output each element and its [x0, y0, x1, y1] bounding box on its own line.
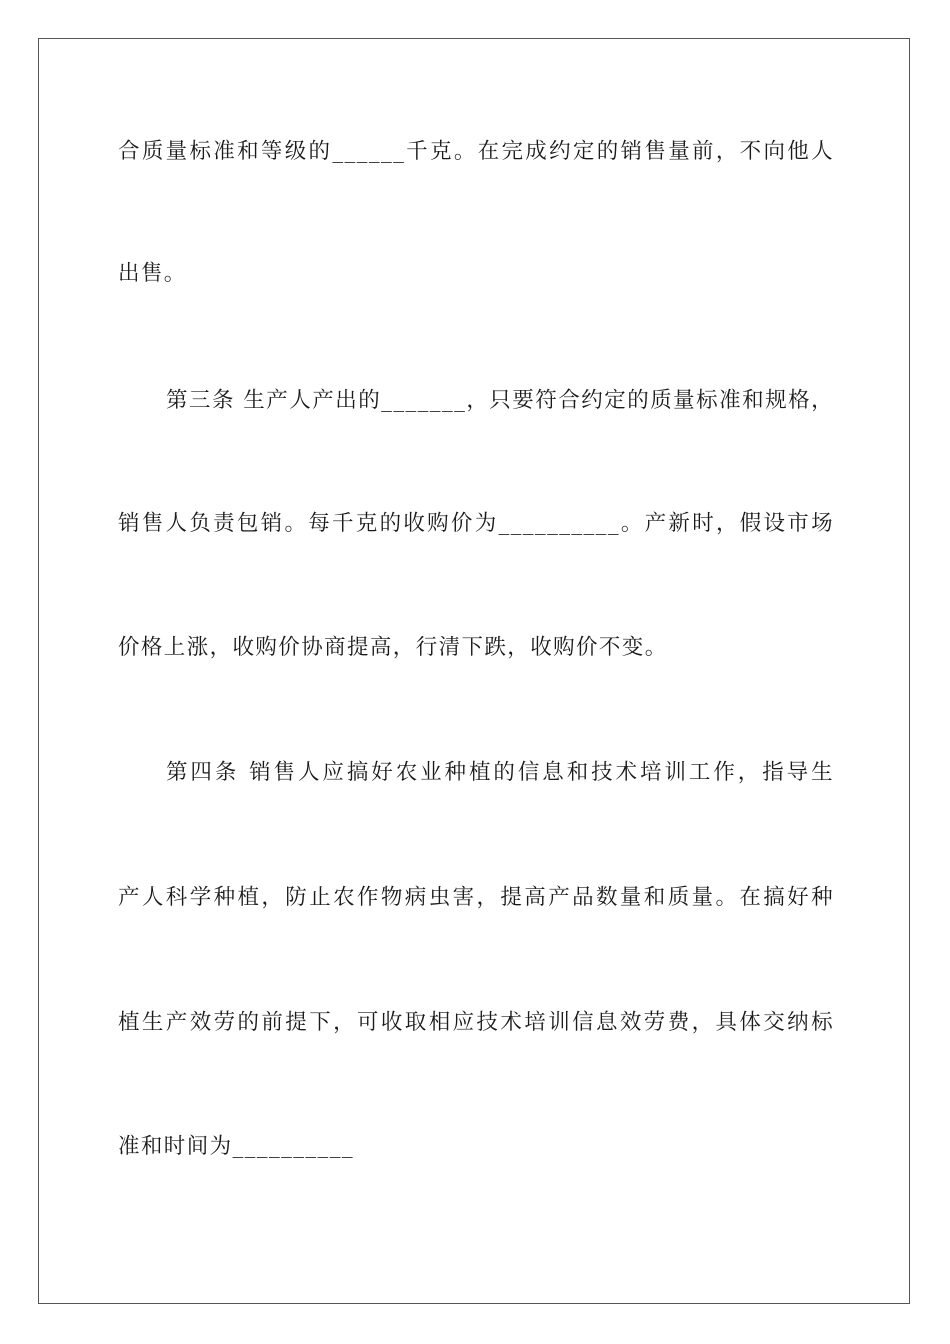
- article-3-line-1: 第三条 生产人产出的_______，只要符合约定的质量标准和规格，: [166, 388, 834, 413]
- article-4-line-3: 植生产效劳的前提下，可收取相应技术培训信息效劳费，具体交纳标: [118, 1010, 834, 1035]
- article-4-line-2: 产人科学种植，防止农作物病虫害，提高产品数量和质量。在搞好种: [118, 885, 834, 910]
- article-3-line-2: 销售人负责包销。每千克的收购价为__________。产新时，假设市场: [118, 511, 834, 536]
- paragraph-line-1: 合质量标准和等级的______千克。在完成约定的销售量前，不向他人: [118, 139, 834, 164]
- article-4-line-1: 第四条 销售人应搞好农业种植的信息和技术培训工作，指导生: [166, 760, 834, 785]
- article-4-line-4: 准和时间为__________: [118, 1134, 355, 1159]
- paragraph-line-2: 出售。: [118, 261, 187, 286]
- page-frame: [38, 38, 910, 1304]
- article-3-line-3: 价格上涨，收购价协商提高，行清下跌，收购价不变。: [118, 635, 668, 660]
